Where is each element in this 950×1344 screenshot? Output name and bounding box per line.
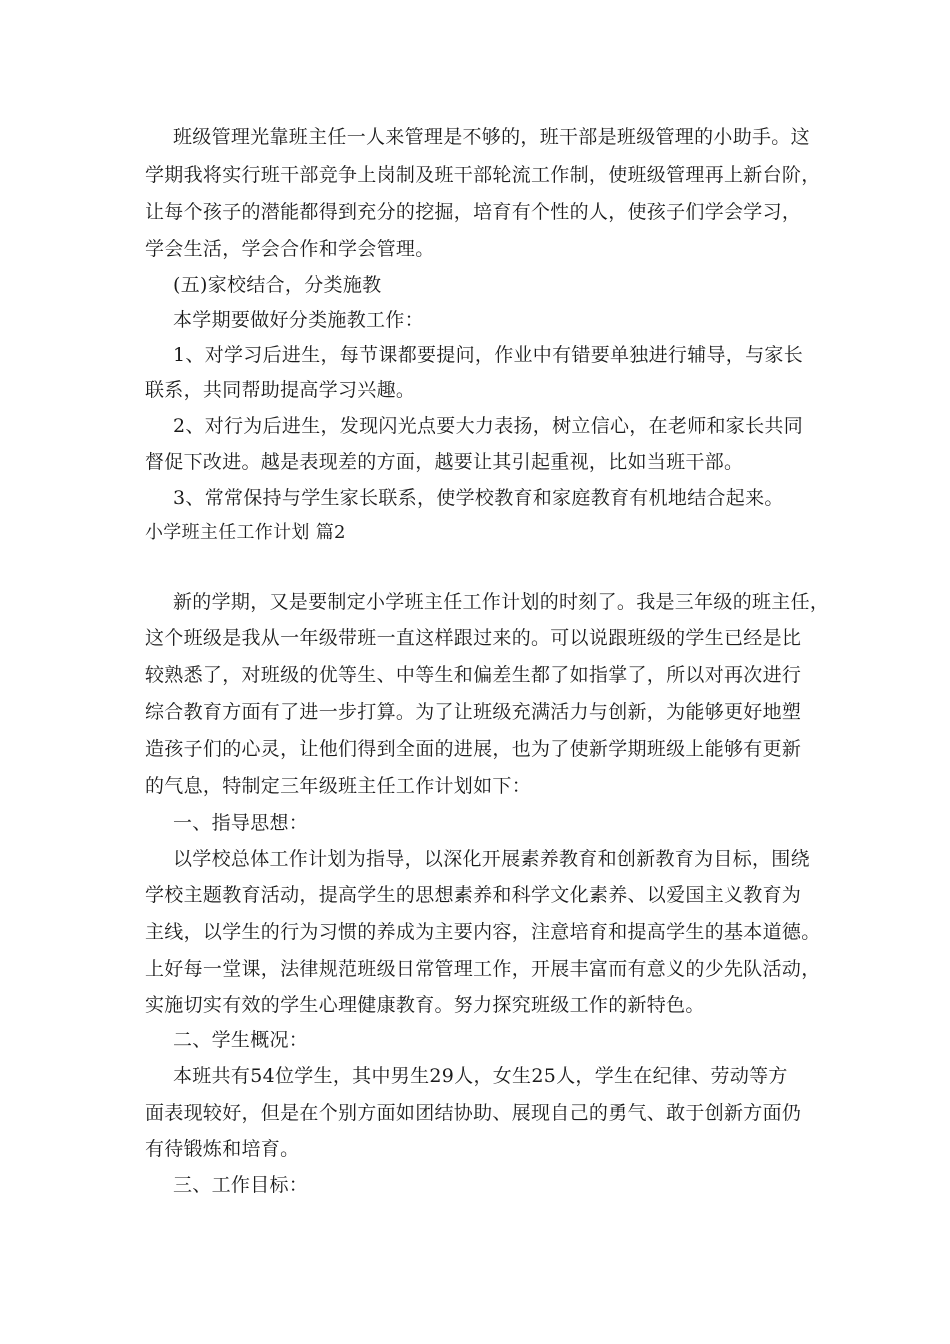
paragraph-line: 综合教育方面有了进一步打算。为了让班级充满活力与创新，为能够更好地塑 xyxy=(145,701,802,723)
section-heading: (五)家校结合，分类施教 xyxy=(173,274,382,296)
paragraph-line: 本班共有54位学生，其中男生29人，女生25人，学生在纪律、劳动等方 xyxy=(173,1065,788,1087)
list-item-line: 3、常常保持与学生家长联系，使学校教育和家庭教育有机地结合起来。 xyxy=(173,487,784,509)
article-heading: 小学班主任工作计划 篇2 xyxy=(145,522,346,543)
paragraph-line: 以学校总体工作计划为指导，以深化开展素养教育和创新教育为目标，围绕 xyxy=(173,848,810,870)
paragraph-line: 新的学期，又是要制定小学班主任工作计划的时刻了。我是三年级的班主任， xyxy=(173,591,830,613)
paragraph-line: 主线，以学生的行为习惯的养成为主要内容，注意培育和提高学生的基本道德。 xyxy=(145,921,821,943)
paragraph-line: 较熟悉了，对班级的优等生、中等生和偏差生都了如指掌了，所以对再次进行 xyxy=(145,664,802,686)
paragraph-line: 本学期要做好分类施教工作： xyxy=(173,309,424,331)
paragraph-line: 面表现较好，但是在个别方面如团结协助、展现自己的勇气、敢于创新方面仍 xyxy=(145,1102,802,1124)
paragraph-line: 实施切实有效的学生心理健康教育。努力探究班级工作的新特色。 xyxy=(145,994,705,1016)
list-item-line: 1、对学习后进生，每节课都要提问，作业中有错要单独进行辅导，与家长 xyxy=(173,344,803,366)
paragraph-line: 上好每一堂课，法律规范班级日常管理工作，开展丰富而有意义的少先队活动， xyxy=(145,958,821,980)
list-item-line: 联系，共同帮助提高学习兴趣。 xyxy=(145,379,416,401)
section-heading: 二、学生概况： xyxy=(173,1029,309,1051)
paragraph-line: 造孩子们的心灵，让他们得到全面的进展，也为了使新学期班级上能够有更新 xyxy=(145,738,802,760)
paragraph-line: 学校主题教育活动，提高学生的思想素养和科学文化素养、以爱国主义教育为 xyxy=(145,884,802,906)
section-heading: 一、指导思想： xyxy=(173,812,309,834)
paragraph-line: 的气息，特制定三年级班主任工作计划如下： xyxy=(145,775,532,797)
list-item-line: 督促下改进。越是表现差的方面，越要让其引起重视，比如当班干部。 xyxy=(145,451,744,473)
paragraph-line: 这个班级是我从一年级带班一直这样跟过来的。可以说跟班级的学生已经是比 xyxy=(145,627,802,649)
section-heading: 三、工作目标： xyxy=(173,1174,309,1196)
paragraph-line: 让每个孩子的潜能都得到充分的挖掘，培育有个性的人，使孩子们学会学习， xyxy=(145,201,802,223)
paragraph-line: 学会生活，学会合作和学会管理。 xyxy=(145,238,435,260)
paragraph-line: 有待锻炼和培育。 xyxy=(145,1138,300,1160)
paragraph-line: 班级管理光靠班主任一人来管理是不够的，班干部是班级管理的小助手。这 xyxy=(173,126,810,148)
list-item-line: 2、对行为后进生，发现闪光点要大力表扬，树立信心，在老师和家长共同 xyxy=(173,415,803,437)
paragraph-line: 学期我将实行班干部竞争上岗制及班干部轮流工作制，使班级管理再上新台阶， xyxy=(145,164,821,186)
